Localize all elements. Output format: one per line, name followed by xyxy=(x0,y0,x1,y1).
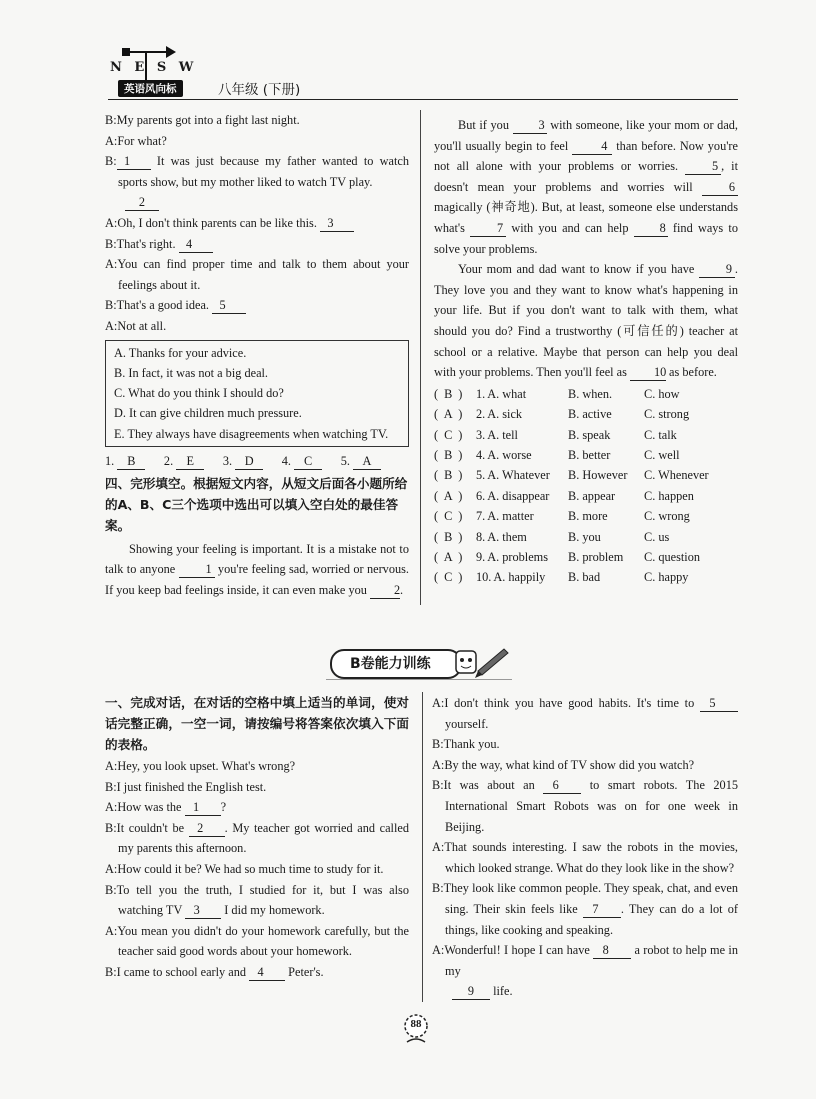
dialog-line: B:That's right. 4 xyxy=(105,234,409,255)
pencil-mascot-icon xyxy=(452,643,512,683)
right-column xyxy=(434,115,738,588)
choice-option-b: B. However xyxy=(568,468,628,483)
speaker-label: B xyxy=(105,113,114,127)
dialog-line: A:How could it be? We had so much time to study for it. xyxy=(105,861,384,876)
choice-option-c: C. Whenever xyxy=(644,468,709,483)
dialog-blank: 7 xyxy=(583,902,621,918)
choice-row xyxy=(434,506,738,526)
dialog-blank: 4 xyxy=(249,965,285,981)
dialog-line: B:They look like common people. They speak, chat, and even sing. Their skin feels like 7 . They can do a lot of things, like cooking and speaking. xyxy=(432,881,738,937)
dialog-line: A:Wonderful! I hope I can have 8 a robot to help me in my xyxy=(432,943,738,978)
dialog-line: B:It was about an 6 to smart robots. The 2015 International Smart Robots was on for one week in Beijing. xyxy=(432,778,739,834)
choice-option-a: 7. A. matter xyxy=(476,509,534,524)
dialog-line: A:I don't think you have good habits. It's time to 5 yourself. xyxy=(432,693,738,734)
passage-blank: 6 xyxy=(702,180,738,196)
speaker-label: A xyxy=(105,318,114,333)
speaker-label: A xyxy=(105,861,114,876)
choice-option-b: B. active xyxy=(568,407,612,422)
dialog-blank: 5 xyxy=(212,298,246,314)
dialog-line: B:That's a good idea. 5 xyxy=(105,295,409,316)
dialog-line: 9 life. xyxy=(432,981,738,1002)
choice-option-c: C. talk xyxy=(644,427,677,442)
options-box xyxy=(105,340,409,447)
section-b-title: B卷能力训练 xyxy=(350,656,431,672)
choice-row xyxy=(434,425,738,445)
dialog-blank: 1 xyxy=(185,800,221,816)
dialog-line: A:For what? xyxy=(105,133,167,148)
choice-row xyxy=(434,404,738,424)
speaker-label: A xyxy=(432,840,441,855)
speaker-label: A xyxy=(105,215,114,230)
grade-label: 八年级 (下册) xyxy=(218,82,301,98)
choice-option-b: B. appear xyxy=(568,488,616,503)
left-column xyxy=(105,110,409,600)
dialog-line: A:How was the 1 ? xyxy=(105,800,227,815)
speaker-label: B xyxy=(105,882,114,897)
dialog-block xyxy=(105,110,409,337)
choice-option-c: C. question xyxy=(644,549,701,564)
dialog-blank: 2 xyxy=(189,821,225,837)
choice-option-a: 6. A. disappear xyxy=(476,488,550,503)
passage-blank: 4 xyxy=(572,139,612,155)
choice-row xyxy=(434,384,738,404)
choice-row xyxy=(434,445,738,465)
answer-blank: D xyxy=(235,454,263,470)
passage-blank: 9 xyxy=(699,262,735,278)
choice-answer: ( B ) xyxy=(434,447,463,462)
choice-answer: ( B ) xyxy=(434,386,463,401)
dialog-line: B:My parents got into a fight last night. xyxy=(105,113,300,127)
option-line: B. In fact, it was not a big deal. xyxy=(114,365,269,380)
choice-option-c: C. strong xyxy=(644,407,690,422)
bottom-column-divider xyxy=(422,692,423,1002)
dialog-line: A:You can find proper time and talk to them about your feelings about it. xyxy=(105,257,409,292)
passage-blank: 10 xyxy=(630,365,666,381)
brand-badge: 英语风向标 xyxy=(118,80,183,97)
choice-answer: ( C ) xyxy=(434,570,463,585)
choice-option-a: 1. A. what xyxy=(476,386,527,401)
choice-row xyxy=(434,567,738,587)
speaker-label: B xyxy=(432,881,441,896)
choice-option-c: C. happy xyxy=(644,570,689,585)
speaker-label: A xyxy=(105,800,114,815)
passage-blank: 5 xyxy=(685,159,721,175)
choice-answer: ( B ) xyxy=(434,468,463,483)
section-b-banner xyxy=(330,643,520,683)
dialog-line: A:Oh, I don't think parents can be like this. 3 xyxy=(105,213,409,234)
choice-option-a: 3. A. tell xyxy=(476,427,518,442)
answer-blank: A xyxy=(353,454,381,470)
dialog-line: B:It couldn't be 2 . My teacher got worried and called my parents this afternoon. xyxy=(105,820,409,856)
section4-title: 四、完形填空。根据短文内容，从短文后面各小题所给的A、B、C三个选项中选出可以填入空白处的最佳答案。 xyxy=(105,475,408,533)
choice-answer: ( A ) xyxy=(434,549,463,564)
speaker-label: B xyxy=(105,779,114,794)
choice-answer: ( A ) xyxy=(434,488,463,503)
choice-option-c: C. well xyxy=(644,447,680,462)
choice-option-c: C. wrong xyxy=(644,509,690,524)
dialog-blank: 6 xyxy=(543,778,581,794)
choice-option-b: B. you xyxy=(568,529,601,544)
bottom-right-column xyxy=(432,693,738,1002)
speaker-label: A xyxy=(105,133,114,148)
speaker-label: B xyxy=(105,298,114,313)
header-rule xyxy=(108,99,738,100)
choice-option-a: 5. A. Whatever xyxy=(476,468,550,483)
option-line: E. They always have disagreements when watching TV. xyxy=(114,426,389,441)
passage-paragraph-3: Your mom and dad want to know if you have 9 . They love you and they want to know what's happening in your life. But if you don't want to talk with them, what should you do? Find a trustworthy (可信任的) teacher at school or a relative. Maybe that person can help you deal with your problems. Then you'll feel as 10 as before. xyxy=(434,262,738,380)
passage-blank: 8 xyxy=(634,221,668,237)
speaker-label: A xyxy=(105,923,114,938)
dialog-blank: 3 xyxy=(185,903,221,919)
dialog-line: B:I came to school early and 4 Peter's. xyxy=(105,964,324,979)
dialog-block xyxy=(432,693,738,1002)
dialog-blank: 1 xyxy=(117,154,151,170)
choice-option-b: B. problem xyxy=(568,549,624,564)
page-number-badge xyxy=(399,1012,433,1046)
choice-option-b: B. better xyxy=(568,447,611,462)
choice-row xyxy=(434,465,738,485)
bottom-left-column xyxy=(105,692,409,983)
dialog-block xyxy=(105,756,409,983)
choice-answer: ( B ) xyxy=(434,529,463,544)
dialog-line: A:By the way, what kind of TV show did you watch? xyxy=(432,757,695,772)
choice-option-b: B. bad xyxy=(568,570,601,585)
answer-blank: B xyxy=(117,454,145,470)
choice-option-b: B. when. xyxy=(568,386,613,401)
passage-blank: 3 xyxy=(513,118,547,134)
section1-title: 一、完成对话，在对话的空格中填上适当的单词，使对话完整正确，一空一词，请按编号将答案依次填入下面的表格。 xyxy=(105,695,409,752)
option-line: A. Thanks for your advice. xyxy=(114,345,247,360)
choice-option-b: B. speak xyxy=(568,427,611,442)
speaker-label: A xyxy=(105,257,114,272)
answer-row: 1. B 2. E 3. D 4. C 5. A xyxy=(105,451,409,472)
speaker-label: A xyxy=(432,757,441,772)
speaker-label: A xyxy=(432,696,441,710)
choice-answer: ( C ) xyxy=(434,427,463,442)
passage-paragraph-2: But if you 3 with someone, like your mom or dad, you'll usually begin to feel 4 than before. Now you're not all alone with your problems or worries. 5 , it doesn't mean your problems and worries will 6 magically (神奇地). But, at least, someone else understands what's 7 with you and can help 8 find ways to solve your problems. xyxy=(434,118,739,256)
choice-option-a: 9. A. problems xyxy=(476,549,549,564)
choices-list xyxy=(434,384,738,588)
column-divider xyxy=(420,110,421,605)
choice-option-c: C. how xyxy=(644,386,680,401)
logo-letters: N E S W xyxy=(110,60,198,75)
dialog-line xyxy=(105,192,409,213)
banner-underline xyxy=(326,679,512,680)
choice-option-a: 2. A. sick xyxy=(476,407,523,422)
choice-row xyxy=(434,547,738,567)
passage-blank: 7 xyxy=(470,221,506,237)
dialog-blank: 4 xyxy=(179,237,213,253)
choice-option-b: B. more xyxy=(568,509,608,524)
answer-blank: E xyxy=(176,454,204,470)
choice-option-a: 4. A. worse xyxy=(476,447,532,462)
dialog-line: A:You mean you didn't do your homework carefully, but the teacher said good words about your homework. xyxy=(105,923,409,959)
choice-row xyxy=(434,486,738,506)
passage-paragraph-1: Showing your feeling is important. It is a mistake not to talk to anyone 1 you're feeling sad, worried or nervous. If you keep bad feelings inside, it can even make you 2. xyxy=(105,541,409,597)
dialog-blank: 2 xyxy=(125,195,159,211)
choice-answer: ( C ) xyxy=(434,509,463,524)
speaker-label: A xyxy=(105,759,114,773)
speaker-label: B xyxy=(105,964,114,979)
dialog-blank: 9 xyxy=(452,984,490,1000)
passage-blank: 2 xyxy=(370,583,400,599)
dialog-line: A:Not at all. xyxy=(105,318,167,333)
dialog-line: A:That sounds interesting. I saw the robots in the movies, which looked strange. What do they look like in the show? xyxy=(432,840,738,875)
answer-blank: C xyxy=(294,454,322,470)
passage-blank: 1 xyxy=(179,562,215,578)
dialog-line: B:To tell you the truth, I studied for it, but I was also watching TV 3 I did my homework. xyxy=(105,882,409,918)
speaker-label: B xyxy=(432,737,441,752)
option-line: D. It can give children much pressure. xyxy=(114,406,302,421)
choice-option-a: 8. A. them xyxy=(476,529,527,544)
choice-option-a: 10. A. happily xyxy=(476,570,546,585)
dialog-line: A:Hey, you look upset. What's wrong? xyxy=(105,759,296,773)
choice-answer: ( A ) xyxy=(434,407,463,422)
option-line: C. What do you think I should do? xyxy=(114,386,284,401)
choice-option-c: C. us xyxy=(644,529,670,544)
speaker-label: A xyxy=(432,943,441,958)
dialog-blank: 8 xyxy=(593,943,631,959)
page-header xyxy=(108,38,738,103)
dialog-line: B:Thank you. xyxy=(432,737,500,752)
page-number: 88 xyxy=(410,1018,422,1030)
dialog-line: B: 1 It was just because my father wanted to watch sports show, but my mother liked to watch TV play. xyxy=(105,154,409,189)
speaker-label: B xyxy=(105,236,114,251)
speaker-label: B xyxy=(105,820,114,835)
dialog-blank: 3 xyxy=(320,216,354,232)
choice-row xyxy=(434,527,738,547)
dialog-blank: 5 xyxy=(700,696,738,712)
speaker-label: B xyxy=(432,778,441,793)
speaker-label: B xyxy=(105,154,114,169)
choice-option-c: C. happen xyxy=(644,488,694,503)
dialog-line: B:I just finished the English test. xyxy=(105,779,267,794)
